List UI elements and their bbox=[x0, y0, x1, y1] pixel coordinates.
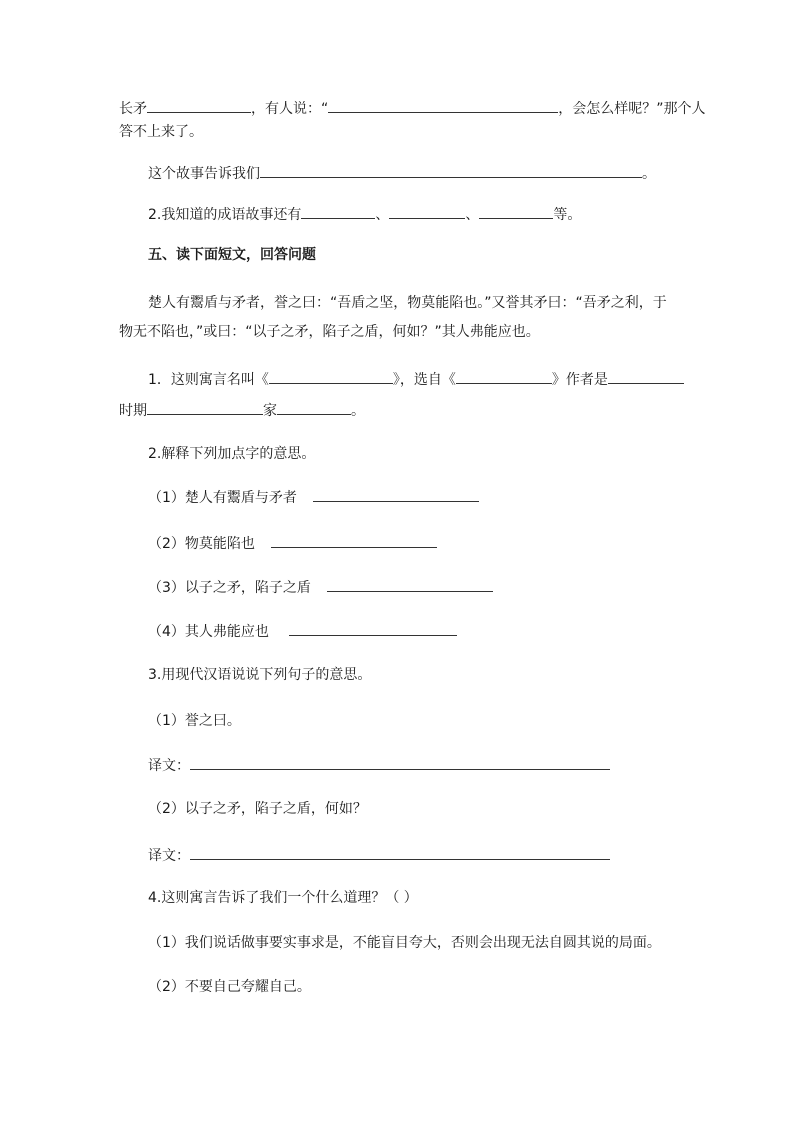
text: 。 bbox=[351, 403, 365, 419]
question-2-item-4 bbox=[148, 621, 457, 642]
text: （3）以子之矛，陷子之盾 bbox=[148, 580, 311, 596]
text: 1．这则寓言名叫《 bbox=[148, 372, 269, 388]
answer-blank[interactable] bbox=[271, 533, 437, 548]
section-title: 五、读下面短文，回答问题 bbox=[148, 247, 316, 263]
answer-blank[interactable] bbox=[301, 204, 375, 219]
text: 2.我知道的成语故事还有 bbox=[148, 207, 302, 223]
text: 译文： bbox=[148, 758, 190, 774]
answer-blank[interactable] bbox=[389, 204, 465, 219]
question-4-option-2: （2）不要自己夸耀自己。 bbox=[148, 979, 311, 995]
text: 这个故事告诉我们 bbox=[148, 166, 260, 182]
text: 译文： bbox=[148, 848, 190, 864]
passage-line-2: 物无不陷也，”或曰：“以子之矛，陷子之盾，何如？”其人弗能应也。 bbox=[119, 324, 540, 340]
question-3: 3.用现代汉语说说下列句子的意思。 bbox=[148, 667, 372, 683]
question-2-item-1 bbox=[148, 487, 479, 508]
passage-line-1: 楚人有鬻盾与矛者，誉之曰：“吾盾之坚，物莫能陷也。”又誉其矛曰：“吾矛之利，于 bbox=[148, 295, 667, 311]
question-1 bbox=[148, 369, 684, 390]
answer-blank[interactable] bbox=[479, 204, 553, 219]
question-4: 4.这则寓言告诉了我们一个什么道理？（ ） bbox=[148, 890, 418, 906]
text: （1）楚人有鬻盾与矛者 bbox=[148, 490, 297, 506]
moral-line bbox=[148, 163, 656, 184]
answer-blank[interactable] bbox=[260, 163, 642, 178]
story-line-2: 答不上来了。 bbox=[119, 124, 203, 140]
text: 、 bbox=[375, 207, 390, 223]
translation-line-1 bbox=[148, 755, 610, 776]
question-2-item-2 bbox=[148, 533, 437, 554]
answer-blank[interactable] bbox=[190, 755, 610, 770]
text: 》，选自《 bbox=[392, 372, 456, 388]
answer-blank[interactable] bbox=[328, 98, 558, 113]
question-3-item-1: （1）誉之曰。 bbox=[148, 713, 241, 729]
text: 长矛 bbox=[119, 101, 147, 117]
answer-blank[interactable] bbox=[277, 400, 351, 415]
text: （2）物莫能陷也 bbox=[148, 536, 255, 552]
text: ，会怎么样呢？”那个人 bbox=[558, 101, 706, 117]
question-2: 2.解释下列加点字的意思。 bbox=[148, 446, 316, 462]
text: 时期 bbox=[119, 403, 147, 419]
question-1-line-2 bbox=[119, 400, 365, 421]
text: 等。 bbox=[553, 207, 582, 223]
text: ，有人说：“ bbox=[251, 101, 329, 117]
answer-blank[interactable] bbox=[608, 369, 684, 384]
answer-blank[interactable] bbox=[456, 369, 552, 384]
text: 、 bbox=[465, 207, 480, 223]
translation-line-2 bbox=[148, 845, 610, 866]
text: 》作者是 bbox=[551, 372, 608, 388]
answer-blank[interactable] bbox=[190, 845, 610, 860]
question-3-item-2: （2）以子之矛，陷子之盾，何如？ bbox=[148, 801, 367, 817]
story-line-1 bbox=[119, 98, 706, 119]
answer-blank[interactable] bbox=[289, 621, 457, 636]
text: 家 bbox=[263, 403, 277, 419]
answer-blank[interactable] bbox=[269, 369, 393, 384]
question-2-item-3 bbox=[148, 577, 493, 598]
idiom-question bbox=[148, 204, 581, 225]
answer-blank[interactable] bbox=[313, 487, 479, 502]
text: 。 bbox=[642, 166, 656, 182]
question-4-option-1: （1）我们说话做事要实事求是，不能盲目夸大，否则会出现无法自圆其说的局面。 bbox=[148, 935, 661, 951]
text: （4）其人弗能应也 bbox=[148, 624, 269, 640]
answer-blank[interactable] bbox=[147, 400, 263, 415]
answer-blank[interactable] bbox=[327, 577, 493, 592]
answer-blank[interactable] bbox=[147, 98, 251, 113]
